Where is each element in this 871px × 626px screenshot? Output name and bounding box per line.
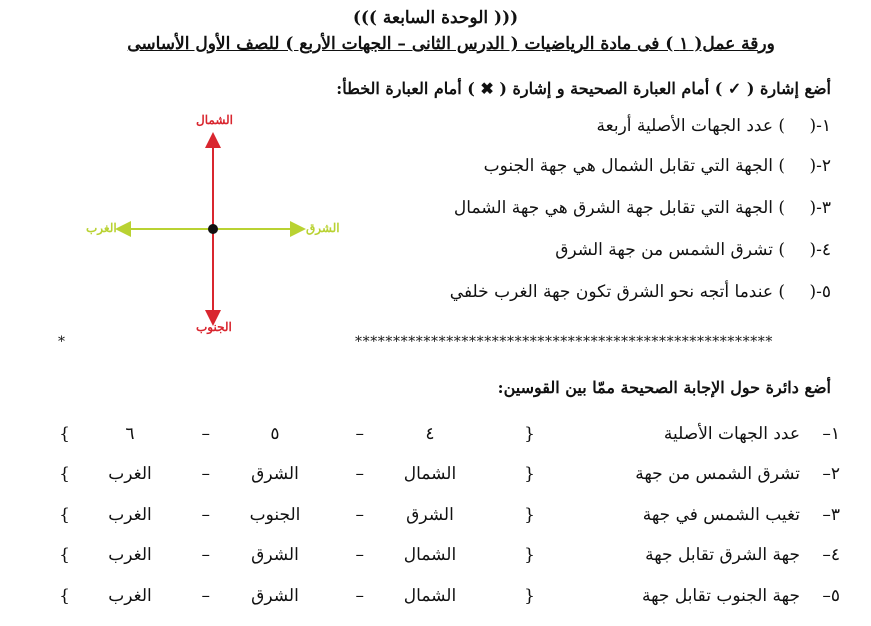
true-false-item	[371, 240, 831, 274]
close-brace: }	[59, 586, 70, 606]
true-false-item	[371, 116, 831, 150]
item-text: تشرق الشمس من جهة الشرق	[555, 240, 773, 260]
true-false-instruction: أضع إشارة ( ✓ ) أمام العبارة الصحيحة و إشارة ( ✖ ) أمام العبارة الخطأ:	[336, 79, 831, 98]
item-number: ٢–	[822, 464, 840, 484]
item-number: ٣-(	[809, 198, 831, 218]
answer-option[interactable]: الغرب	[108, 545, 152, 565]
item-text: الجهة التي تقابل الشمال هي جهة الجنوب	[483, 156, 773, 176]
answer-option[interactable]: ٥	[270, 424, 280, 444]
close-brace: }	[59, 545, 70, 565]
open-brace: {	[524, 545, 535, 565]
divider-star: *	[58, 334, 65, 350]
answer-option[interactable]: الغرب	[108, 586, 152, 606]
answer-option[interactable]: الشرق	[251, 545, 299, 565]
open-brace: {	[524, 464, 535, 484]
answer-option[interactable]: الغرب	[108, 505, 152, 525]
separator-dash: –	[201, 464, 210, 484]
answer-slot[interactable]: )	[778, 282, 785, 302]
close-brace: }	[59, 464, 70, 484]
item-number: ١-(	[809, 116, 831, 136]
open-brace: {	[524, 586, 535, 606]
answer-option[interactable]: الشرق	[251, 464, 299, 484]
separator-dash: –	[355, 424, 364, 444]
open-brace: {	[524, 505, 535, 525]
open-brace: {	[524, 424, 535, 444]
question-text: جهة الجنوب تقابل جهة	[641, 586, 800, 606]
multiple-choice-item	[30, 464, 840, 504]
item-text: الجهة التي تقابل جهة الشرق هي جهة الشمال	[453, 198, 773, 218]
separator-dash: –	[355, 464, 364, 484]
separator-dash: –	[355, 505, 364, 525]
separator-dash: –	[201, 586, 210, 606]
separator-dash: –	[201, 424, 210, 444]
answer-option[interactable]: ٦	[125, 424, 135, 444]
east-label: الشرق	[306, 221, 340, 235]
answer-option[interactable]: الشرق	[251, 586, 299, 606]
true-false-item	[371, 198, 831, 232]
true-false-item	[371, 282, 831, 316]
multiple-choice-instruction: أضع دائرة حول الإجابة الصحيحة ممّا بين القوسين:	[497, 378, 831, 397]
question-text: جهة الشرق تقابل جهة	[645, 545, 800, 565]
answer-slot[interactable]: )	[778, 116, 785, 136]
star-divider: *******************************************************	[355, 334, 773, 350]
south-label: الجنوب	[196, 320, 232, 334]
worksheet-subtitle: ورقة عمل( ١ ) فى مادة الرياضيات ( الدرس الثانى – الجهات الأربع ) للصف الأول الأساسى	[127, 34, 775, 54]
answer-option[interactable]: الشرق	[406, 505, 454, 525]
separator-dash: –	[355, 586, 364, 606]
answer-option[interactable]: الشمال	[403, 464, 457, 484]
item-text: عندما أتجه نحو الشرق تكون جهة الغرب خلفي	[449, 282, 773, 302]
answer-option[interactable]: الشمال	[403, 586, 457, 606]
answer-slot[interactable]: )	[778, 240, 785, 260]
multiple-choice-item	[30, 586, 840, 626]
question-text: عدد الجهات الأصلية	[663, 424, 800, 444]
answer-option[interactable]: ٤	[425, 424, 435, 444]
close-brace: }	[59, 424, 70, 444]
multiple-choice-item	[30, 545, 840, 585]
question-text: تغيب الشمس في جهة	[642, 505, 800, 525]
answer-option[interactable]: الجنوب	[249, 505, 301, 525]
item-number: ٢-(	[809, 156, 831, 176]
north-label: الشمال	[196, 113, 234, 127]
answer-slot[interactable]: )	[778, 156, 785, 176]
separator-dash: –	[201, 505, 210, 525]
close-brace: }	[59, 505, 70, 525]
item-number: ١–	[822, 424, 840, 444]
separator-dash: –	[355, 545, 364, 565]
item-number: ٤–	[822, 545, 840, 565]
item-number: ٤-(	[809, 240, 831, 260]
west-label: الغرب	[86, 221, 117, 235]
separator-dash: –	[201, 545, 210, 565]
unit-title: ((( الوحدة السابعة )))	[352, 8, 519, 28]
true-false-item	[371, 156, 831, 190]
answer-slot[interactable]: )	[778, 198, 785, 218]
item-number: ٥-(	[809, 282, 831, 302]
compass-center	[208, 224, 218, 234]
answer-option[interactable]: الشمال	[403, 545, 457, 565]
multiple-choice-item	[30, 424, 840, 464]
question-text: تشرق الشمس من جهة	[635, 464, 800, 484]
item-number: ٣–	[822, 505, 840, 525]
multiple-choice-item	[30, 505, 840, 545]
item-text: عدد الجهات الأصلية أربعة	[596, 116, 773, 136]
item-number: ٥–	[822, 586, 840, 606]
answer-option[interactable]: الغرب	[108, 464, 152, 484]
